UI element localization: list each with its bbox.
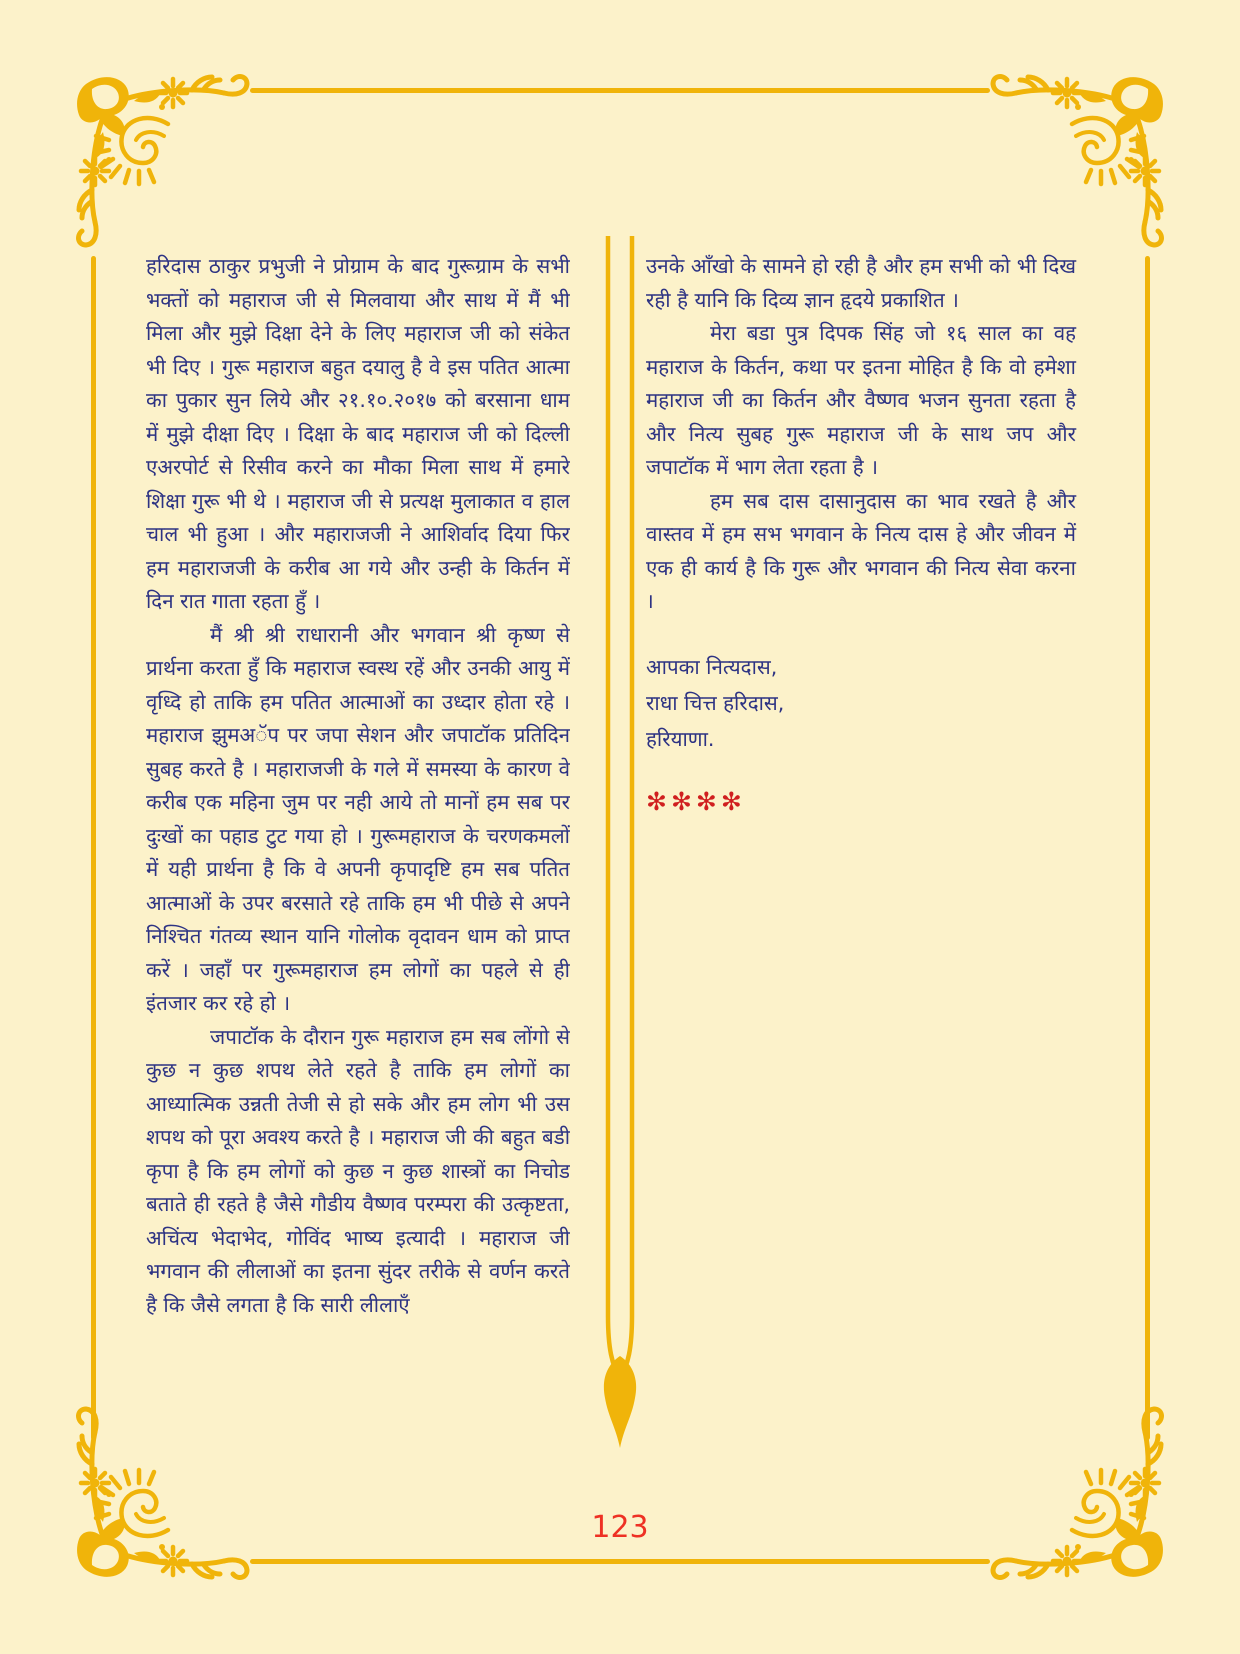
- right-column: [646, 250, 1076, 818]
- left-column: [146, 250, 570, 1550]
- pen-divider-icon: [598, 236, 642, 1458]
- frame-border-top: [250, 88, 990, 93]
- frame-border-bottom: [250, 1559, 990, 1564]
- floral-corner-icon: [979, 1395, 1164, 1580]
- paragraph: उनके आँखो के सामने हो रही है और हम सभी को भी दिख रही है यानि कि दिव्य ज्ञान हृदये प्रकाशित ।: [646, 254, 1076, 312]
- page-number: 123: [591, 1510, 649, 1545]
- frame-border-left: [91, 256, 96, 1440]
- signature-line: राधा चित्त हरिदास,: [646, 690, 785, 715]
- section-end-asterisks: ✻✻✻✻: [646, 786, 746, 816]
- floral-corner-icon: [979, 74, 1164, 259]
- paragraph: हम सब दास दासानुदास का भाव रखते है और वास्तव में हम सभ भगवान के नित्य दास हे और जीवन में एक ही कार्य है कि गुरू और भगवान की नित्य सेवा करना ।: [646, 488, 1076, 613]
- paragraph: मेरा बडा पुत्र दिपक सिंह जो १६ साल का वह महाराज के किर्तन, कथा पर इतना मोहित है कि वो हमेशा महाराज जी का किर्तन और वैष्णव भजन सुनता रहता है और नित्य सुबह गुरू महाराज जी के साथ जप और जपाटॉक में भाग लेता रहता है ।: [646, 321, 1076, 479]
- paragraph: जपाटॉक के दौरान गुरू महाराज हम सब लोंगो से कुछ न कुछ शपथ लेते रहते है ताकि हम लोगों का आध्यात्मिक उन्नती तेजी से हो सके और हम लोग भी उस शपथ को पूरा अवश्य करते है । महाराज जी की बहुत बडी कृपा है कि हम लोगों को कुछ न कुछ शास्त्रों का निचोड बताते ही रहते है जैसे गौडीय वैष्णव परम्परा की उत्कृष्टता, अचिंत्य भेदाभेद, गोविंद भाष्य इत्यादी । महाराज जी भगवान की लीलाओं का इतना सुंदर तरीके से वर्णन करते है कि जैसे लगता है कि सारी लीलाएँ: [146, 1024, 570, 1317]
- signature-line: आपका नित्यदास,: [646, 654, 778, 679]
- frame-border-right: [1145, 256, 1150, 1440]
- floral-corner-icon: [76, 74, 261, 259]
- signature-block: [646, 649, 1076, 757]
- signature-line: हरियाणा.: [646, 726, 715, 751]
- paragraph: मैं श्री श्री राधारानी और भगवान श्री कृष्ण से प्रार्थना करता हुँ कि महाराज स्वस्थ रहें और उनकी आयु में वृध्दि हो ताकि हम पतित आत्माओं का उध्दार होता रहे । महाराज झुमअॅप पर जपा सेशन और जपाटॉक प्रतिदिन सुबह करते है । महाराजजी के गले में समस्या के कारण वे करीब एक महिना जुम पर नही आये तो मानों हम सब पर दुःखों का पहाड टुट गया हो । गुरूमहाराज के चरणकमलों में यही प्रार्थना है कि वे अपनी कृपादृष्टि हम सब पतित आत्माओं के उपर बरसाते रहे ताकि हम भी पीछे से अपने निश्चित गंतव्य स्थान यानि गोलोक वृदावन धाम को प्राप्त करें । जहाँ पर गुरूमहाराज हम लोगों का पहले से ही इंतजार कर रहे हो ।: [146, 622, 570, 1015]
- paragraph: हरिदास ठाकुर प्रभुजी ने प्रोग्राम के बाद गुरूग्राम के सभी भक्तों को महाराज जी से मिलवाया और साथ में मैं भी मिला और मुझे दिक्षा देने के लिए महाराज जी को संकेत भी दिए । गुरू महाराज बहुत दयालु है वे इस पतित आत्मा का पुकार सुन लिये और २१.१०.२०१७ को बरसाना धाम में मुझे दीक्षा दिए । दिक्षा के बाद महाराज जी को दिल्ली एअरपोर्ट से रिसीव करने का मौका मिला साथ में हमारे शिक्षा गुरू भी थे । महाराज जी से प्रत्यक्ष मुलाकात व हाल चाल भी हुआ । और महाराजजी ने आशिर्वाद दिया फिर हम महाराजजी के करीब आ गये और उन्ही के किर्तन में दिन रात गाता रहता हुँ ।: [146, 254, 570, 613]
